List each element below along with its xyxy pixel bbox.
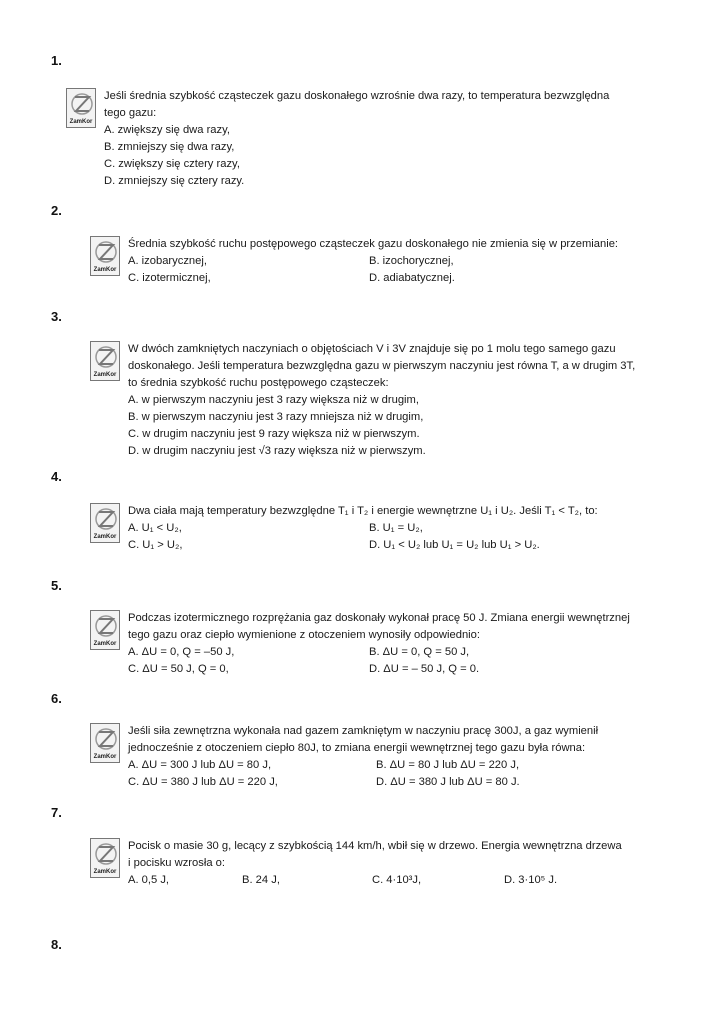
answer-option: D. w drugim naczyniu jest √3 razy większa niż w pierwszym. bbox=[128, 445, 426, 457]
answer-option: C. izotermicznej, bbox=[128, 272, 211, 284]
question-text: Dwa ciała mają temperatury bezwzględne T₁ i T₂ i energie wewnętrzne U₁ i U₂. Jeśli T₁ < T₂, to: bbox=[128, 505, 598, 517]
logo-text: ZamKor bbox=[93, 754, 117, 760]
zamkor-emblem-icon bbox=[94, 239, 118, 265]
question-3 bbox=[90, 341, 636, 457]
question-text: i pocisku wzrosła o: bbox=[128, 857, 225, 869]
logo-text: ZamKor bbox=[93, 267, 117, 273]
zamkor-logo bbox=[90, 838, 120, 878]
question-text: W dwóch zamkniętych naczyniach o objętościach V i 3V znajduje się po 1 molu tego samego gazu bbox=[128, 343, 616, 355]
question-number: 4. bbox=[51, 469, 62, 484]
zamkor-logo bbox=[90, 341, 120, 381]
question-text: Podczas izotermicznego rozprężania gaz doskonały wykonał pracę 50 J. Zmiana energii wewnętrznej bbox=[128, 612, 630, 624]
zamkor-emblem-icon bbox=[94, 613, 118, 639]
zamkor-logo bbox=[90, 503, 120, 543]
answer-option: D. ΔU = – 50 J, Q = 0. bbox=[369, 663, 480, 675]
question-number: 8. bbox=[51, 937, 62, 952]
logo-text: ZamKor bbox=[93, 372, 117, 378]
answer-option: A. ΔU = 300 J lub ΔU = 80 J, bbox=[128, 759, 272, 771]
question-number: 6. bbox=[51, 691, 62, 706]
answer-option: C. U₁ > U₂, bbox=[128, 539, 183, 551]
question-2 bbox=[90, 236, 630, 291]
zamkor-emblem-icon bbox=[94, 506, 118, 532]
answer-option: B. 24 J, bbox=[242, 874, 280, 886]
answer-option: A. izobarycznej, bbox=[128, 255, 207, 267]
answer-option: A. ΔU = 0, Q = –50 J, bbox=[128, 646, 235, 658]
question-number: 2. bbox=[51, 203, 62, 218]
question-6 bbox=[90, 723, 630, 788]
question-7 bbox=[90, 838, 630, 893]
answer-option: A. U₁ < U₂, bbox=[128, 522, 182, 534]
answer-option: B. zmniejszy się dwa razy, bbox=[104, 141, 235, 153]
question-body bbox=[104, 88, 609, 190]
logo-text: ZamKor bbox=[69, 119, 93, 125]
question-text: Jeśli średnia szybkość cząsteczek gazu doskonałego wzrośnie dwa razy, to temperatura bezwzględna bbox=[104, 90, 610, 102]
question-body bbox=[128, 723, 598, 791]
answer-option: C. 4·10³J, bbox=[372, 874, 422, 886]
answer-option: A. zwiększy się dwa razy, bbox=[104, 124, 230, 136]
question-body bbox=[128, 610, 630, 678]
answer-option: D. 3·10⁵ J. bbox=[504, 874, 558, 886]
question-text: jednocześnie z otoczeniem ciepło 80J, to zmiana energii wewnętrznej tego gazu była równa: bbox=[128, 742, 586, 754]
answer-option: C. ΔU = 50 J, Q = 0, bbox=[128, 663, 229, 675]
zamkor-emblem-icon bbox=[94, 726, 118, 752]
answer-option: D. U₁ < U₂ lub U₁ = U₂ lub U₁ > U₂. bbox=[369, 539, 540, 551]
answer-option: D. zmniejszy się cztery razy. bbox=[104, 175, 245, 187]
question-text: Pocisk o masie 30 g, lecący z szybkością 144 km/h, wbił się w drzewo. Energia wewnętrzna drzewa bbox=[128, 840, 622, 852]
question-1 bbox=[66, 88, 626, 188]
question-text: Jeśli siła zewnętrzna wykonała nad gazem zamkniętym w naczyniu pracę 300J, a gaz wymienił bbox=[128, 725, 599, 737]
question-4 bbox=[90, 503, 630, 558]
answer-option: A. 0,5 J, bbox=[128, 874, 170, 886]
logo-text: ZamKor bbox=[93, 534, 117, 540]
question-text: tego gazu oraz ciepło wymienione z otoczeniem wynosiły odpowiednio: bbox=[128, 629, 480, 641]
question-text: doskonałego. Jeśli temperatura bezwzględna gazu w pierwszym naczyniu jest równa T, a w drugim 3T, bbox=[128, 360, 636, 372]
answer-option: D. adiabatycznej. bbox=[369, 272, 455, 284]
answer-option: B. U₁ = U₂, bbox=[369, 522, 423, 534]
zamkor-emblem-icon bbox=[94, 344, 118, 370]
question-text: to średnia szybkość ruchu postępowego cząsteczek: bbox=[128, 377, 389, 389]
question-text: tego gazu: bbox=[104, 107, 157, 119]
zamkor-logo bbox=[90, 236, 120, 276]
answer-option: A. w pierwszym naczyniu jest 3 razy większa niż w drugim, bbox=[128, 394, 419, 406]
logo-text: ZamKor bbox=[93, 641, 117, 647]
zamkor-emblem-icon bbox=[94, 841, 118, 867]
question-body bbox=[128, 236, 618, 287]
question-5 bbox=[90, 610, 630, 675]
question-body bbox=[128, 838, 622, 889]
logo-text: ZamKor bbox=[93, 869, 117, 875]
zamkor-logo bbox=[90, 723, 120, 763]
question-body bbox=[128, 503, 598, 554]
question-number: 1. bbox=[51, 53, 62, 68]
answer-option: D. ΔU = 380 J lub ΔU = 80 J. bbox=[376, 776, 520, 788]
question-number: 7. bbox=[51, 805, 62, 820]
question-text: Średnia szybkość ruchu postępowego cząsteczek gazu doskonałego nie zmienia się w przemianie: bbox=[128, 238, 619, 250]
answer-option: B. w pierwszym naczyniu jest 3 razy mniejsza niż w drugim, bbox=[128, 411, 424, 423]
question-body bbox=[128, 341, 635, 460]
answer-option: C. zwiększy się cztery razy, bbox=[104, 158, 240, 170]
question-number: 3. bbox=[51, 309, 62, 324]
zamkor-logo bbox=[66, 88, 96, 128]
answer-option: C. ΔU = 380 J lub ΔU = 220 J, bbox=[128, 776, 278, 788]
answer-option: C. w drugim naczyniu jest 9 razy większa niż w pierwszym. bbox=[128, 428, 420, 440]
answer-option: B. izochorycznej, bbox=[369, 255, 454, 267]
answer-option: B. ΔU = 80 J lub ΔU = 220 J, bbox=[376, 759, 520, 771]
zamkor-logo bbox=[90, 610, 120, 650]
zamkor-emblem-icon bbox=[70, 91, 94, 117]
question-number: 5. bbox=[51, 578, 62, 593]
answer-option: B. ΔU = 0, Q = 50 J, bbox=[369, 646, 470, 658]
